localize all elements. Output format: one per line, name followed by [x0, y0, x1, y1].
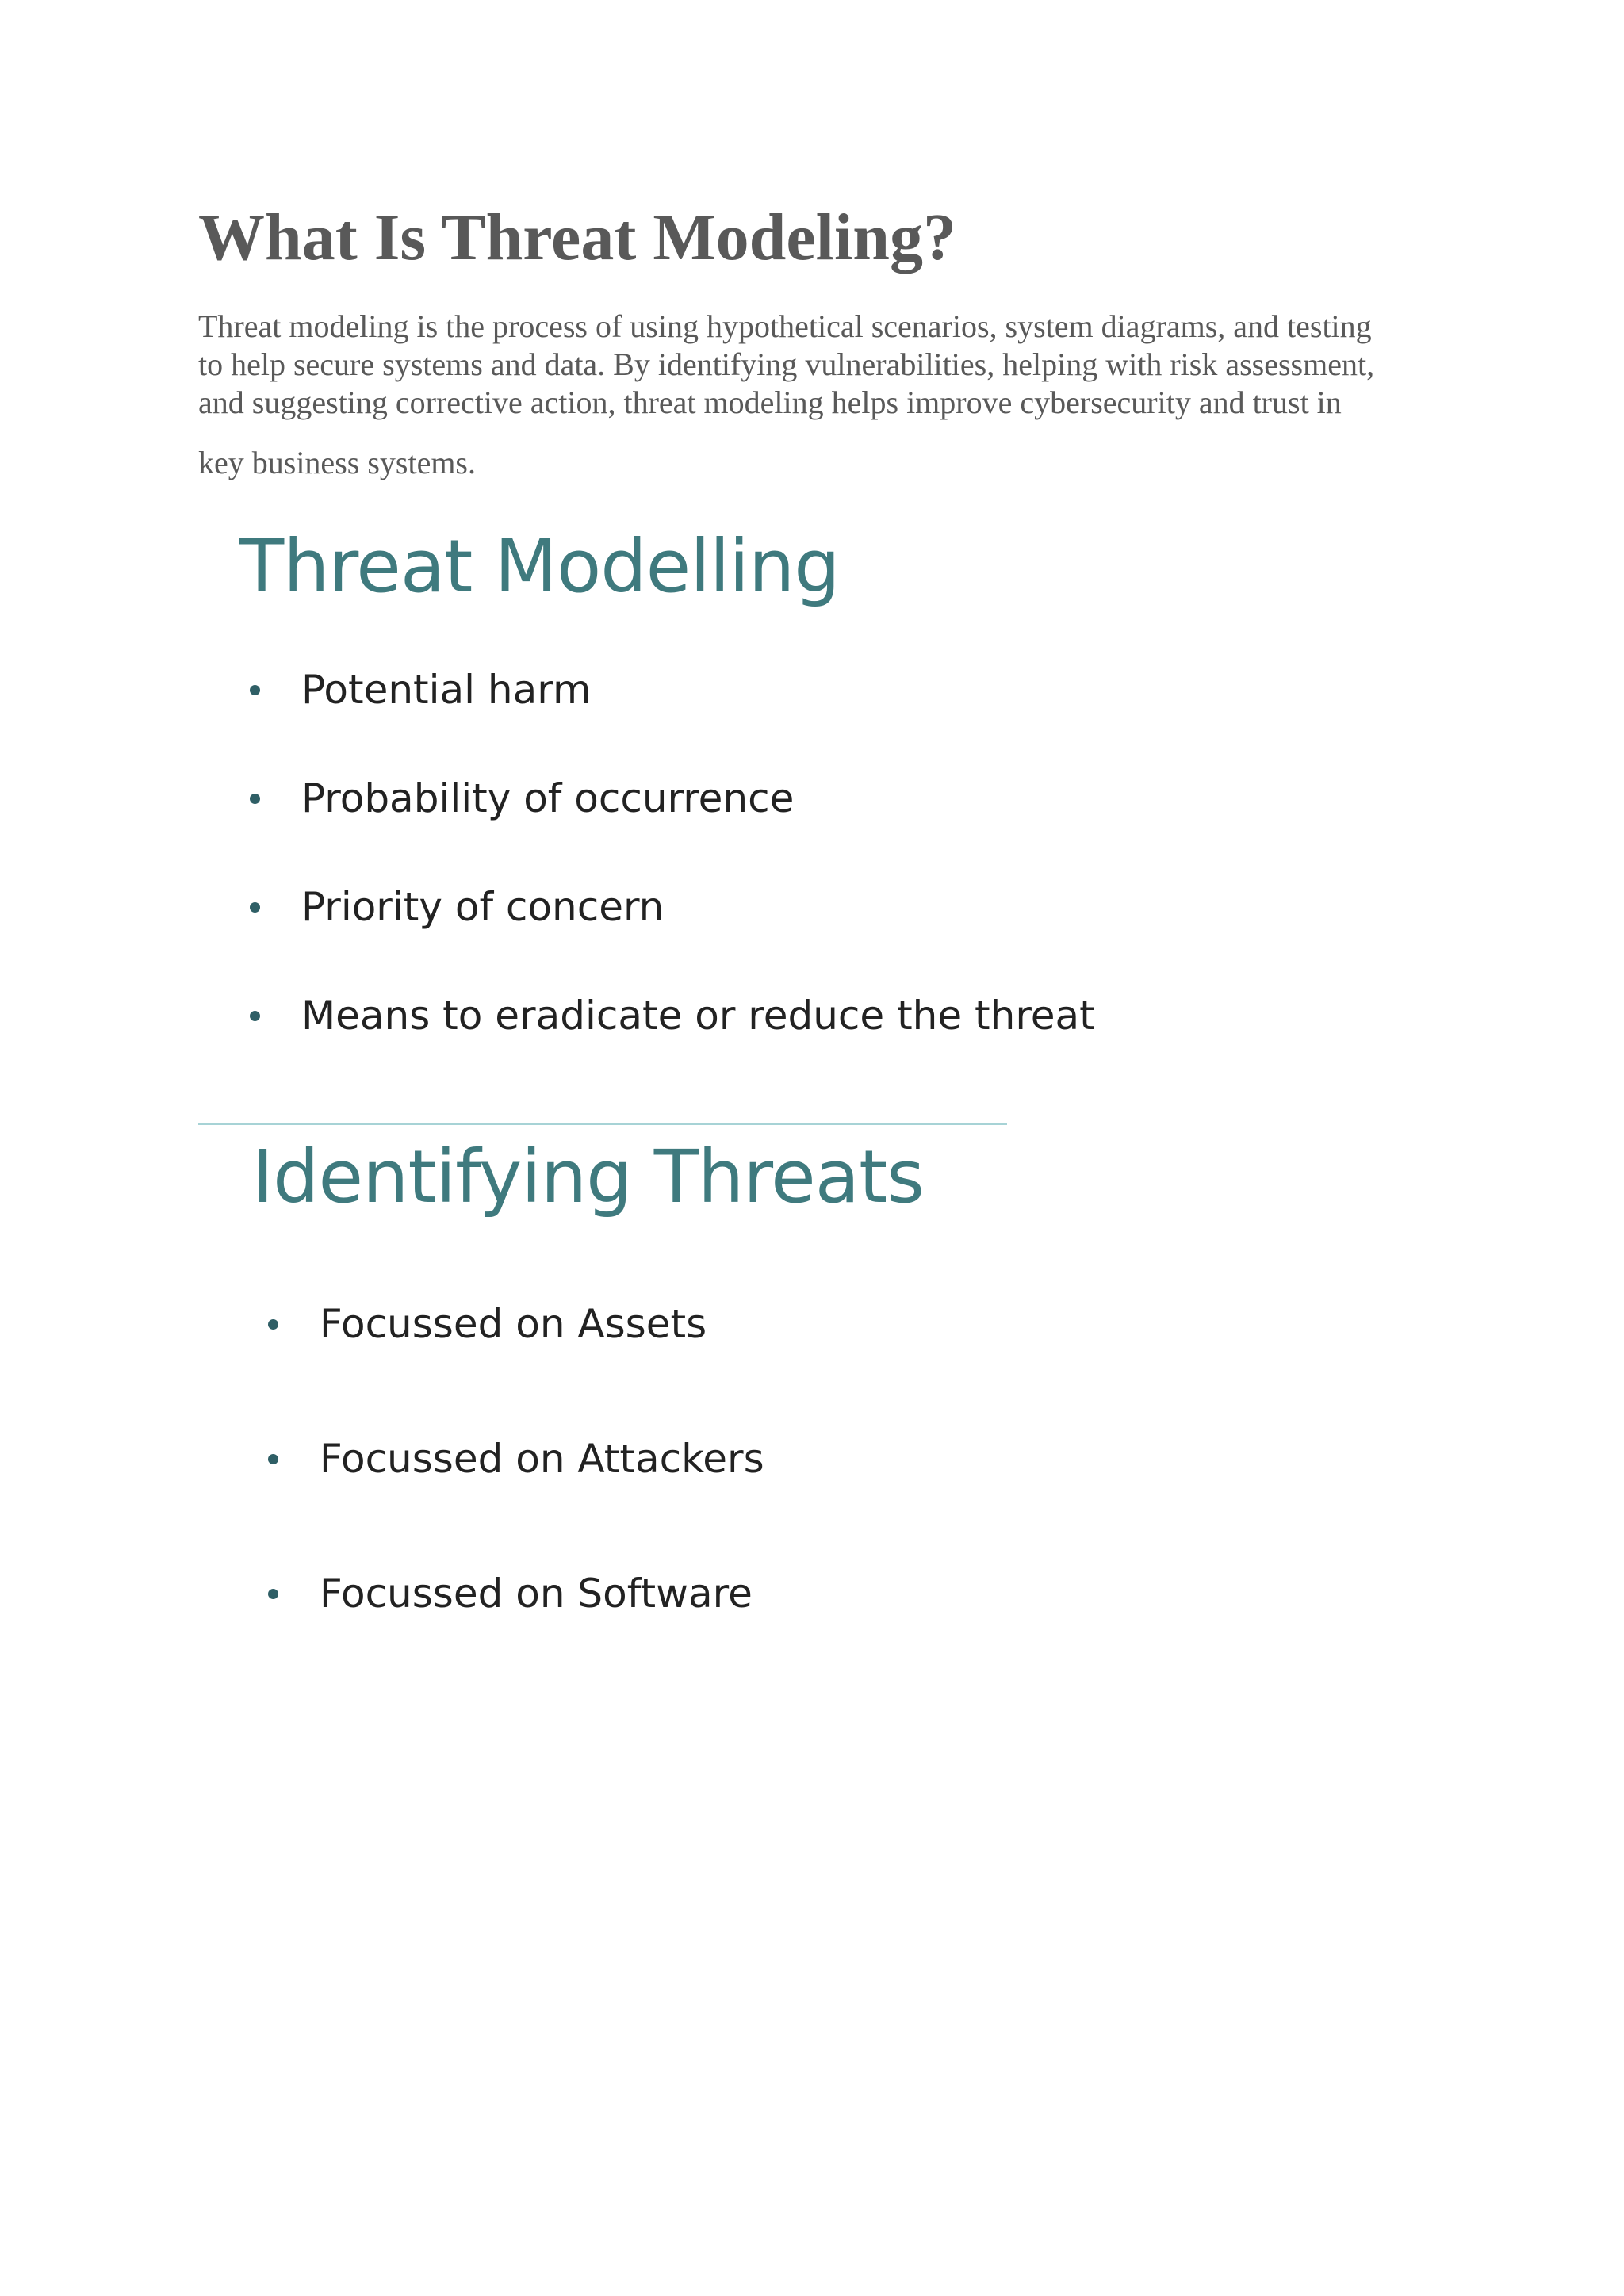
bullet-item — [250, 883, 1095, 992]
bullet-text: Means to eradicate or reduce the threat — [301, 993, 1095, 1039]
bullet-text: Focussed on Assets — [320, 1301, 707, 1347]
bullet-dot-icon — [268, 1319, 278, 1330]
bullet-text: Focussed on Software — [320, 1571, 753, 1617]
bullet-item — [268, 1300, 764, 1435]
bullet-list — [268, 1300, 764, 1705]
slide-title: Identifying Threats — [252, 1135, 925, 1219]
bullet-list — [250, 666, 1095, 1100]
intro-paragraph — [198, 308, 1435, 482]
intro-line: key business systems. — [198, 445, 476, 480]
bullet-dot-icon — [250, 685, 260, 695]
bullet-text: Priority of concern — [301, 884, 665, 930]
bullet-item — [250, 775, 1095, 883]
page-title: What Is Threat Modeling? — [198, 201, 956, 274]
intro-line: and suggesting corrective action, threat modeling helps improve cybersecurity and trust in — [198, 385, 1342, 420]
slide-threat-modelling — [198, 519, 1095, 1058]
slide-title: Threat Modelling — [239, 524, 840, 609]
bullet-text: Potential harm — [301, 667, 592, 713]
slide-identifying-threats — [198, 1130, 1071, 1645]
intro-line: to help secure systems and data. By identifying vulnerabilities, helping with risk assessment, — [198, 346, 1375, 382]
bullet-dot-icon — [250, 794, 260, 804]
intro-line: Threat modeling is the process of using hypothetical scenarios, system diagrams, and testing — [198, 308, 1372, 344]
bullet-dot-icon — [268, 1454, 278, 1464]
bullet-dot-icon — [268, 1589, 278, 1599]
bullet-dot-icon — [250, 1011, 260, 1021]
bullet-item — [268, 1570, 764, 1705]
bullet-item — [268, 1435, 764, 1570]
bullet-item — [250, 992, 1095, 1100]
slide-divider — [198, 1123, 1007, 1125]
bullet-item — [250, 666, 1095, 775]
bullet-text: Focussed on Attackers — [320, 1436, 764, 1482]
bullet-dot-icon — [250, 902, 260, 913]
bullet-text: Probability of occurrence — [301, 775, 795, 821]
